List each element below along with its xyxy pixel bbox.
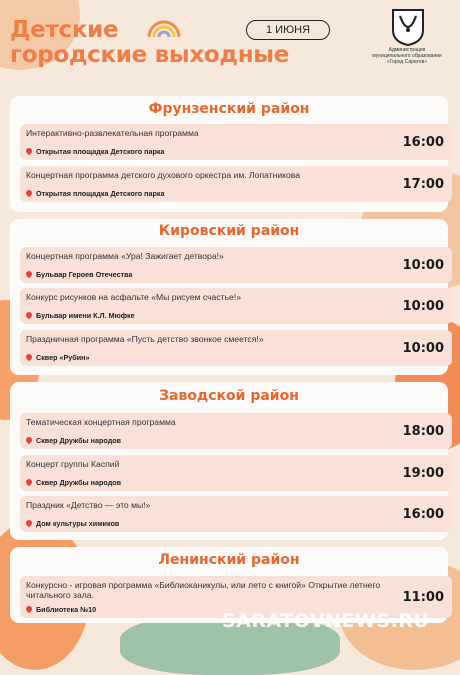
event-title: Праздничная программа «Пусть детство звонкое смеется!» bbox=[26, 334, 264, 344]
administration-label: Администрация муниципального образования «Город Саратов» bbox=[372, 47, 442, 65]
location-pin-icon bbox=[25, 353, 33, 361]
location-pin-icon bbox=[25, 519, 33, 527]
district-title: Кировский район bbox=[158, 223, 300, 239]
event-item bbox=[20, 330, 452, 366]
event-title: Праздник «Детство — это мы!» bbox=[26, 500, 151, 510]
location-pin-icon bbox=[25, 147, 33, 155]
event-title: Конкурсно - игровая программа «Библиоканикулы, или лето с книгой» Открытие летнего читального зала. bbox=[26, 580, 381, 600]
district-title: Ленинский район bbox=[158, 552, 300, 568]
event-item bbox=[20, 247, 452, 283]
event-item bbox=[20, 413, 452, 449]
event-item bbox=[20, 455, 452, 491]
event-location: Сквер Дружбы народов bbox=[26, 436, 121, 445]
event-time: 10:00 bbox=[402, 299, 444, 314]
district-title: Заводской район bbox=[159, 388, 299, 404]
event-title: Интерактивно-развлекательная программа bbox=[26, 128, 199, 138]
event-location: Сквер «Рубин» bbox=[26, 353, 89, 362]
district-card-kirovsky bbox=[10, 219, 448, 375]
location-pin-icon bbox=[25, 605, 33, 613]
location-pin-icon bbox=[25, 189, 33, 197]
event-item bbox=[20, 166, 452, 202]
event-time: 18:00 bbox=[402, 424, 444, 439]
date-badge: 1 ИЮНЯ bbox=[246, 20, 330, 40]
event-location: Бульвар имени К.Л. Мюфке bbox=[26, 311, 135, 320]
rainbow-icon bbox=[146, 17, 182, 39]
event-title: Конкурс рисунков на асфальте «Мы рисуем счастье!» bbox=[26, 292, 241, 302]
event-time: 16:00 bbox=[402, 135, 444, 150]
district-title: Фрунзенский район bbox=[148, 101, 310, 117]
location-pin-icon bbox=[25, 478, 33, 486]
watermark: SARATOVNEWS.RU bbox=[222, 610, 430, 632]
city-emblem-icon bbox=[391, 8, 425, 46]
event-location: Дом культуры химиков bbox=[26, 519, 119, 528]
title-line-2: городские выходные bbox=[10, 42, 290, 68]
event-location: Библиотека №10 bbox=[26, 605, 96, 614]
event-title: Тематическая концертная программа bbox=[26, 417, 176, 427]
event-time: 10:00 bbox=[402, 341, 444, 356]
event-location: Сквер Дружбы народов bbox=[26, 478, 121, 487]
event-item bbox=[20, 124, 452, 160]
event-title: Концертная программа детского духового оркестра им. Лопатникова bbox=[26, 170, 301, 180]
location-pin-icon bbox=[25, 311, 33, 319]
district-card-zavodskoy bbox=[10, 382, 448, 540]
district-card-frunzensky bbox=[10, 96, 448, 212]
event-item bbox=[20, 496, 452, 532]
event-time: 19:00 bbox=[402, 466, 444, 481]
event-location: Открытая площадка Детского парка bbox=[26, 189, 165, 198]
event-item bbox=[20, 288, 452, 324]
event-time: 17:00 bbox=[402, 177, 444, 192]
event-time: 16:00 bbox=[402, 507, 444, 522]
location-pin-icon bbox=[25, 270, 33, 278]
event-time: 11:00 bbox=[402, 590, 444, 605]
title-line-1: Детские bbox=[10, 17, 119, 43]
event-title: Концерт группы Каспий bbox=[26, 459, 120, 469]
event-location: Открытая площадка Детского парка bbox=[26, 147, 165, 156]
event-time: 10:00 bbox=[402, 258, 444, 273]
event-title: Концертная программа «Ура! Зажигает детвора!» bbox=[26, 251, 224, 261]
location-pin-icon bbox=[25, 436, 33, 444]
event-location: Бульвар Героев Отечества bbox=[26, 270, 132, 279]
